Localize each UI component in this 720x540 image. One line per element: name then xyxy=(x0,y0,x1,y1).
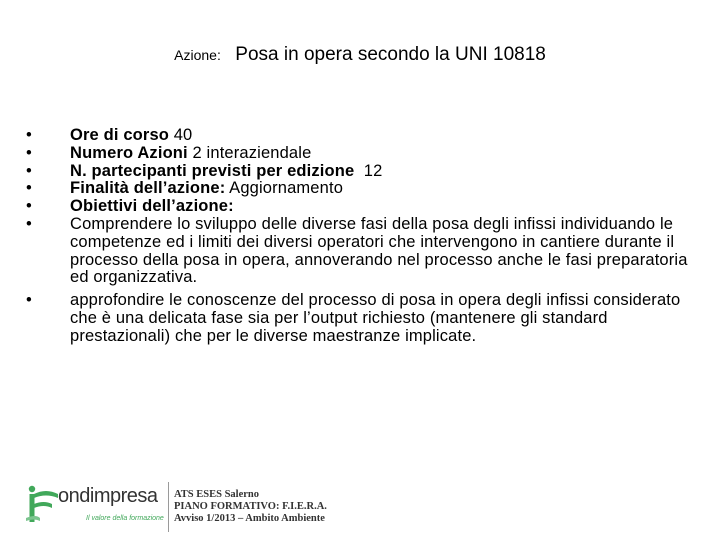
bullet-value: 12 xyxy=(354,161,383,180)
bullet-value: Comprendere lo sviluppo delle diverse fasi della posa degli infissi individuando le competenze ed i limiti dei diversi operatori che intervengono in cantiere durante il processo della posa in opera, annoverando nel processo anche le fasi preparatoria ed organizzativa. xyxy=(70,214,688,287)
bullet-label: Ore di corso xyxy=(70,126,169,144)
bullet-label: Obiettivi dell’azione: xyxy=(70,197,234,216)
bullet-label: Finalità dell’azione: xyxy=(70,179,226,198)
bullet-item xyxy=(26,292,694,345)
bullet-item xyxy=(26,180,694,198)
title-main: Posa in opera secondo la UNI 10818 xyxy=(235,44,546,65)
fondimpresa-logo-icon xyxy=(24,484,60,524)
footer-line: Avviso 1/2013 – Ambito Ambiente xyxy=(174,512,325,524)
bullet-item xyxy=(26,216,694,287)
bullet-marker: • xyxy=(26,161,32,180)
bullet-item xyxy=(26,163,694,181)
bullet-value: 2 interaziendale xyxy=(187,143,312,162)
footer-line: ATS ESES Salerno xyxy=(174,489,259,500)
bullet-item xyxy=(26,145,694,163)
logo-wordmark: ondimpresa xyxy=(58,485,158,507)
bullet-list xyxy=(26,127,694,346)
logo-tagline: Il valore della formazione xyxy=(86,515,164,522)
bullet-marker: • xyxy=(26,143,32,162)
title-prefix: Azione: xyxy=(174,47,221,63)
bullet-marker: • xyxy=(26,126,32,144)
bullet-marker: • xyxy=(26,291,32,310)
bullet-marker: • xyxy=(26,214,32,233)
bullet-marker: • xyxy=(26,197,32,216)
footer-line: PIANO FORMATIVO: F.I.E.R.A. xyxy=(174,500,327,512)
bullet-item xyxy=(26,198,694,216)
bullet-label: Numero Azioni xyxy=(70,143,188,162)
bullet-value: Aggiornamento xyxy=(225,179,344,198)
footer-divider xyxy=(168,482,169,532)
footer-info xyxy=(174,489,327,524)
bullet-value: 40 xyxy=(169,126,193,144)
bullet-item xyxy=(26,127,694,145)
bullet-marker: • xyxy=(26,179,32,198)
bullet-label: N. partecipanti previsti per edizione xyxy=(70,161,355,180)
slide-title xyxy=(0,44,720,66)
bullet-value: approfondire le conoscenze del processo di posa in opera degli infissi considerato che è una delicata fase sia per l’output richiesto (mantenere gli standard prestazionali) che per le diverse maestranze implicate. xyxy=(70,291,681,345)
